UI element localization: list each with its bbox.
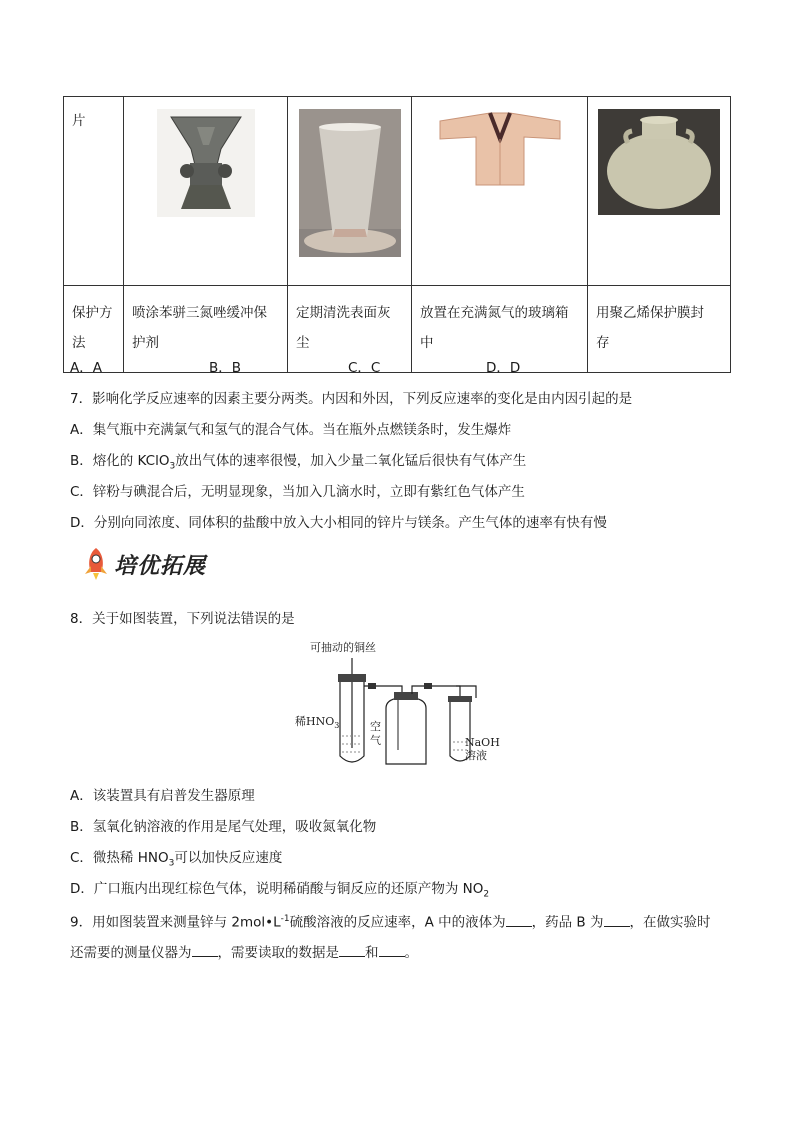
section-banner: [82, 546, 206, 582]
q8-stem: 8．关于如图装置，下列说法错误的是: [70, 611, 295, 627]
q8-option-a: A．该装置具有启普发生器原理: [70, 788, 255, 804]
apparatus-diagram: [290, 638, 510, 768]
method-row: [64, 286, 731, 373]
silk-robe-image: [436, 109, 564, 187]
picture-row: [64, 97, 731, 286]
glass-cup-image: [299, 109, 401, 257]
q7-option-b: B．熔化的 KClO$_3$放出气体的速率很慢，加入少量二氧化锰后很快有气体产生: [70, 453, 527, 472]
answer-blank-1[interactable]: [506, 914, 532, 927]
answer-blank-5[interactable]: [379, 944, 405, 957]
q7-option-a: A．集气瓶中充满氯气和氢气的混合气体。当在瓶外点燃镁条时，发生爆炸: [70, 422, 512, 438]
row-label-method: 保护方 法: [64, 286, 124, 373]
banner-title: 培优拓展: [114, 552, 207, 579]
q6-option-a: A．A: [70, 360, 102, 376]
answer-blank-2[interactable]: [604, 914, 630, 927]
bronze-vessel-image: [157, 109, 255, 217]
solution-label: 溶液: [465, 749, 487, 762]
method-cell-4: 用聚乙烯保护膜封 存: [588, 286, 731, 373]
bronze-vessel-cell: [124, 97, 288, 286]
q9-text: 9．用如图装置来测量锌与 $2mol•L^{-1}$硫酸溶液的反应速率，A 中的液体为 ，药品 B 为 ，在做实验时 还需要的测量仪器为 ，需要读取的数据是 和 。: [70, 914, 711, 961]
method-cell-2: 定期清洗表面灰 尘: [288, 286, 412, 373]
relic-table: [63, 96, 731, 373]
air-label-2: 气: [370, 734, 381, 747]
row-label-picture: 片: [64, 97, 124, 286]
q8-option-b: B．氢氧化钠溶液的作用是尾气处理，吸收氮氧化物: [70, 819, 377, 835]
dilute-nitric-acid-label: 稀$HNO_3$: [295, 715, 340, 730]
q7-option-c: C．锌粉与碘混合后，无明显现象，当加入几滴水时，立即有紫红色气体产生: [70, 484, 525, 500]
celadon-jar-cell: [588, 97, 731, 286]
silk-robe-cell: [412, 97, 588, 286]
rocket-icon: [82, 546, 110, 582]
copper-wire-label: 可抽动的铜丝: [310, 641, 376, 654]
q7-stem: 7．影响化学反应速率的因素主要分两类。内因和外因，下列反应速率的变化是由内因引起的是: [70, 391, 633, 407]
answer-blank-4[interactable]: [339, 944, 365, 957]
air-label-1: 空: [370, 720, 381, 733]
answer-blank-3[interactable]: [192, 944, 218, 957]
q7-option-d: D．分别向同浓度、同体积的盐酸中放入大小相同的锌片与镁条。产生气体的速率有快有慢: [70, 515, 607, 531]
q6-option-b: B．B: [209, 360, 242, 376]
naoh-label: NaOH: [465, 736, 500, 749]
method-cell-1: 喷涂苯骈三氮唑缓冲保 护剂: [124, 286, 288, 373]
celadon-jar-image: [598, 109, 720, 215]
q8-option-d: D．广口瓶内出现红棕色气体，说明稀硝酸与铜反应的还原产物为 $NO_2$: [70, 881, 490, 900]
q8-option-c: C．微热稀 $HNO_3$可以加快反应速度: [70, 850, 283, 869]
method-cell-3: 放置在充满氮气的玻璃箱 中: [412, 286, 588, 373]
glass-cup-cell: [288, 97, 412, 286]
q6-option-d: D．D: [486, 360, 521, 376]
q6-option-c: C．C: [348, 360, 381, 376]
